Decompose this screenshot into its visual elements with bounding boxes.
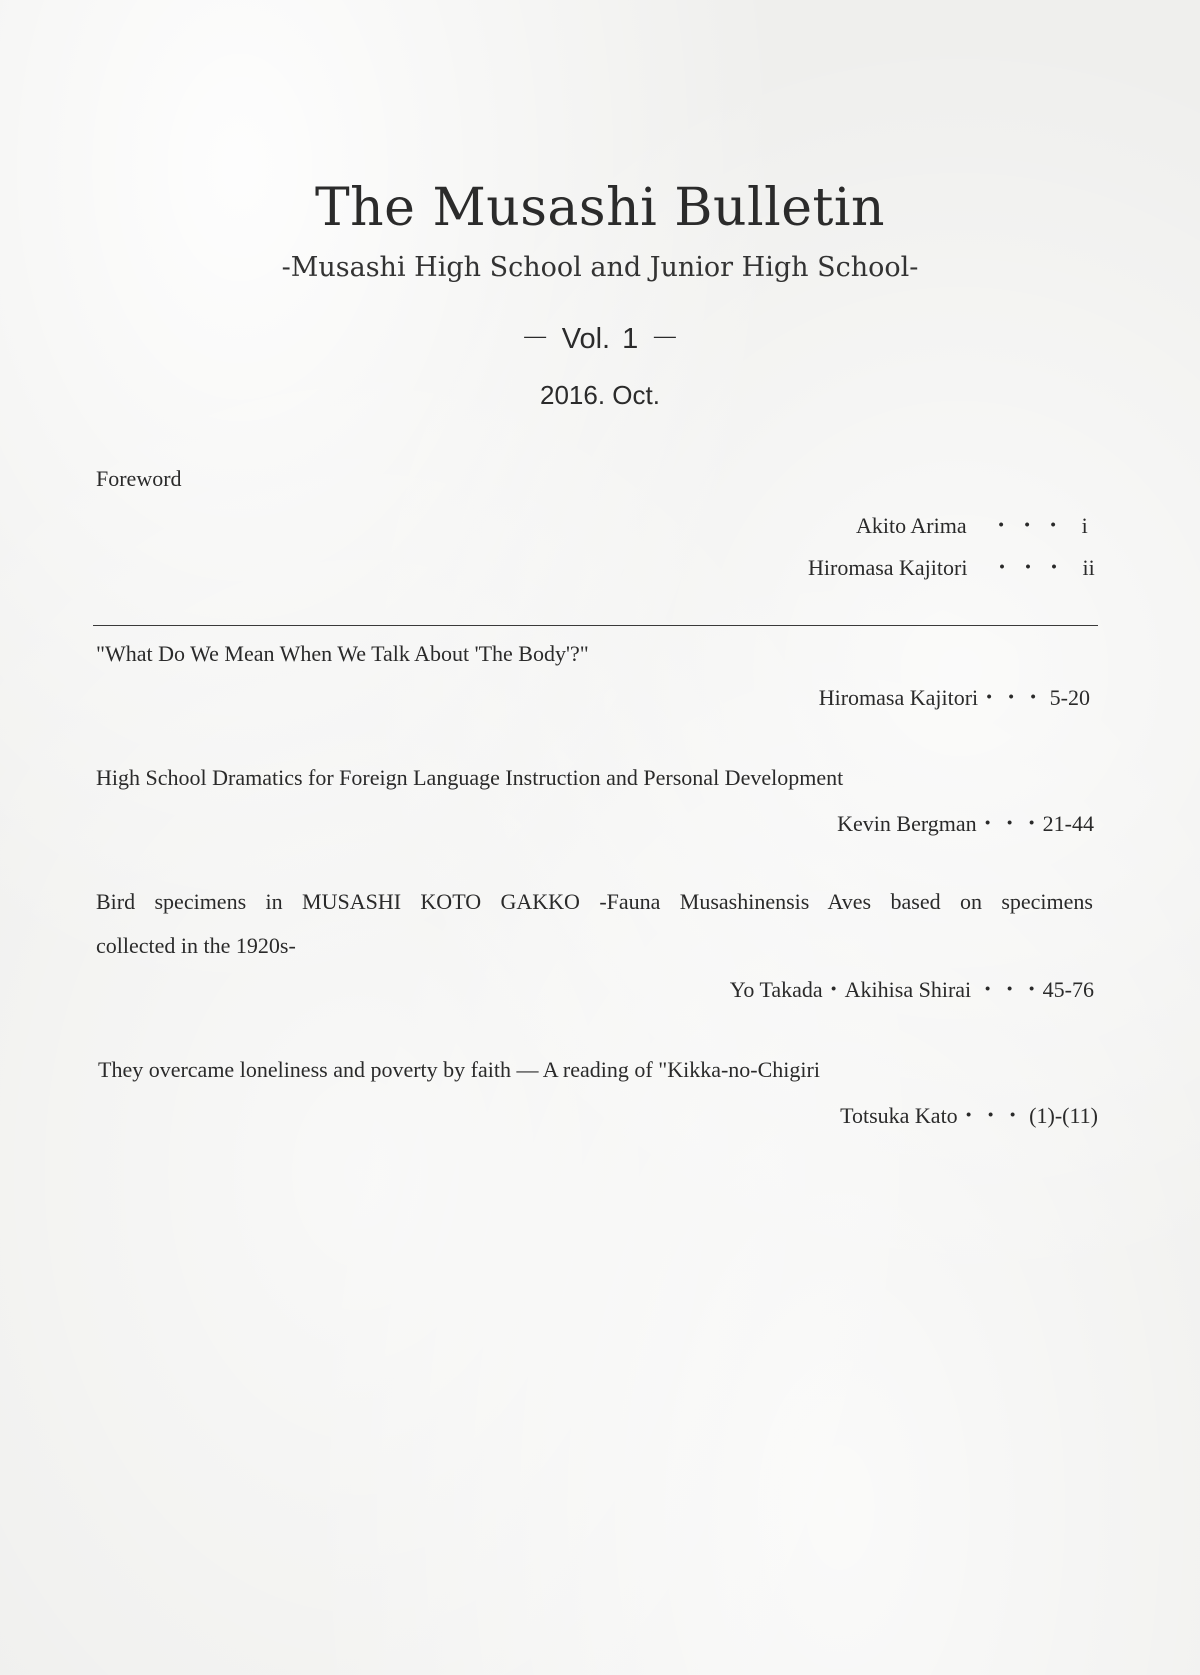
leader-dots: ・・・ xyxy=(990,513,1069,538)
foreword-entry[interactable] xyxy=(808,551,1100,582)
bulletin-title: The Musashi Bulletin xyxy=(315,178,885,238)
issue-date: 2016. Oct. xyxy=(540,380,660,410)
bulletin-subtitle: -Musashi High School and Junior High School- xyxy=(281,252,919,283)
volume-number: － Vol. 1 － xyxy=(520,323,680,355)
foreword-entry[interactable] xyxy=(856,509,1088,540)
article-byline: Hiromasa Kajitori・・・ 5-20 xyxy=(818,685,1090,710)
article-byline: Totsuka Kato・・・ (1)-(11) xyxy=(840,1103,1098,1128)
foreword-page: ii xyxy=(1082,555,1095,580)
foreword-author: Akito Arima xyxy=(856,513,967,538)
article-title[interactable]: Bird specimens in MUSASHI KOTO GAKKO -Fauna Musashinensis Aves based on specimens xyxy=(96,889,1093,914)
leader-dots: ・・・ xyxy=(990,555,1069,580)
article-title[interactable]: They overcame loneliness and poverty by faith — A reading of "Kikka-no-Chigiri xyxy=(98,1057,820,1082)
foreword-page: i xyxy=(1081,513,1088,538)
section-divider xyxy=(93,625,1098,626)
article-title[interactable]: High School Dramatics for Foreign Language Instruction and Personal Development xyxy=(96,765,844,790)
foreword-author: Hiromasa Kajitori xyxy=(808,555,968,580)
article-byline: Kevin Bergman・・・21-44 xyxy=(837,811,1094,836)
foreword-heading: Foreword xyxy=(96,466,182,491)
article-byline: Yo Takada・Akihisa Shirai ・・・45-76 xyxy=(729,977,1094,1002)
article-title-continued[interactable]: collected in the 1920s- xyxy=(96,933,296,958)
article-title[interactable]: "What Do We Mean When We Talk About 'The Body'?" xyxy=(96,641,589,666)
